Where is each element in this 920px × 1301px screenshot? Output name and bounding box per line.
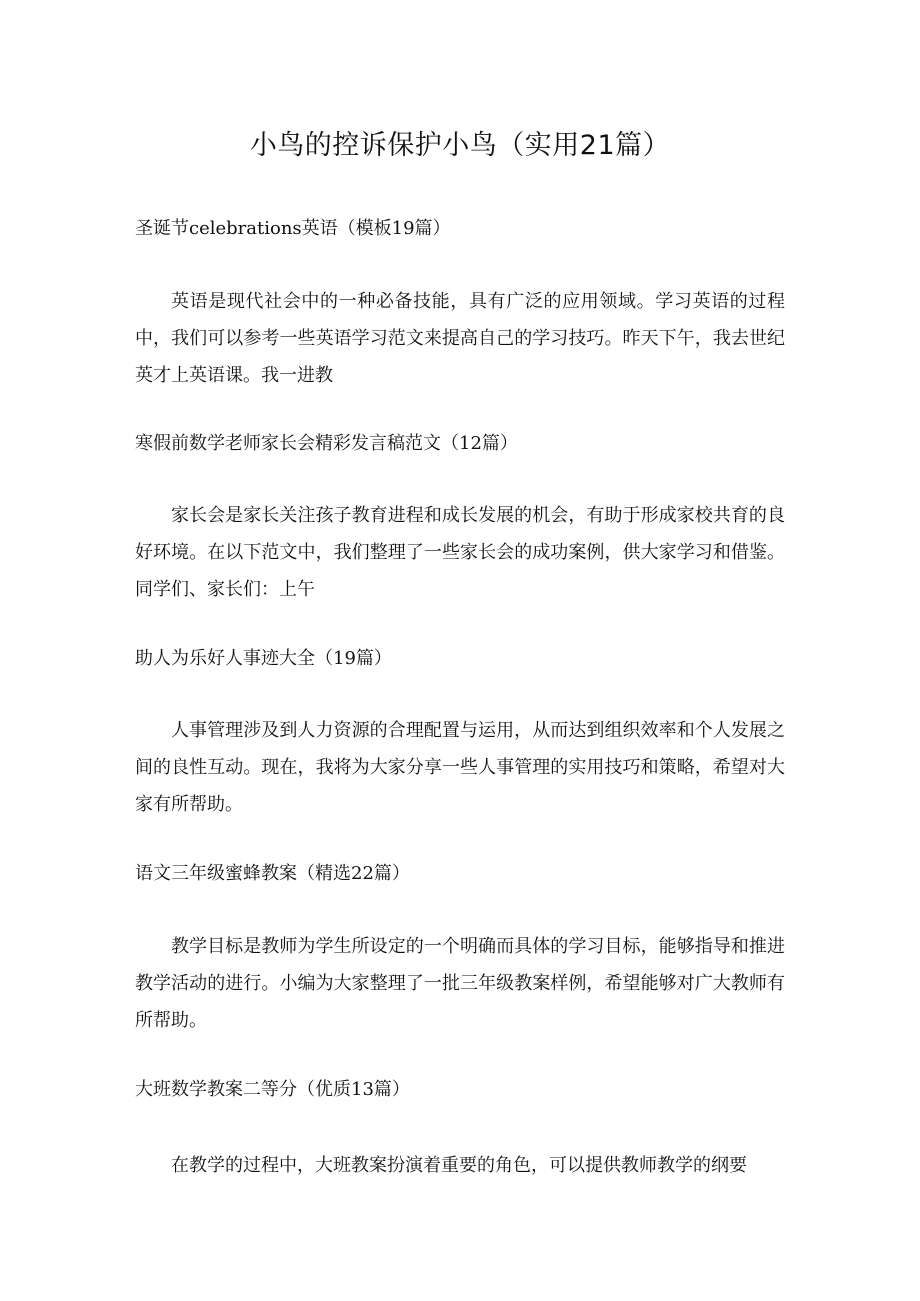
entry-title: 语文三年级蜜蜂教案（精选22篇） <box>135 863 410 884</box>
entry-summary: 英语是现代社会中的一种必备技能，具有广泛的应用领域。学习英语的过程中，我们可以参考一些英语学习范文来提高自己的学习技巧。昨天下午，我去世纪英才上英语课。我一进教 <box>135 291 785 386</box>
entry-title: 寒假前数学老师家长会精彩发言稿范文（12篇） <box>135 433 518 454</box>
entry-title: 大班数学教案二等分（优质13篇） <box>135 1079 410 1100</box>
entry-summary: 在教学的过程中，大班教案扮演着重要的角色，可以提供教师教学的纲要 <box>171 1155 747 1176</box>
entry-summary: 教学目标是教师为学生所设定的一个明确而具体的学习目标，能够指导和推进教学活动的进行。小编为大家整理了一批三年级教案样例，希望能够对广大教师有所帮助。 <box>135 936 785 1031</box>
entry-title: 助人为乐好人事迹大全（19篇） <box>135 648 392 669</box>
document-title: 小鸟的控诉保护小鸟（实用21篇） <box>249 130 671 161</box>
entry-summary: 人事管理涉及到人力资源的合理配置与运用，从而达到组织效率和个人发展之间的良性互动。现在，我将为大家分享一些人事管理的实用技巧和策略，希望对大家有所帮助。 <box>135 720 785 815</box>
entry-summary: 家长会是家长关注孩子教育进程和成长发展的机会，有助于形成家校共育的良好环境。在以下范文中，我们整理了一些家长会的成功案例，供大家学习和借鉴。同学们、家长们：上午 <box>135 505 785 600</box>
entry-title: 圣诞节celebrations英语（模板19篇） <box>135 218 451 239</box>
